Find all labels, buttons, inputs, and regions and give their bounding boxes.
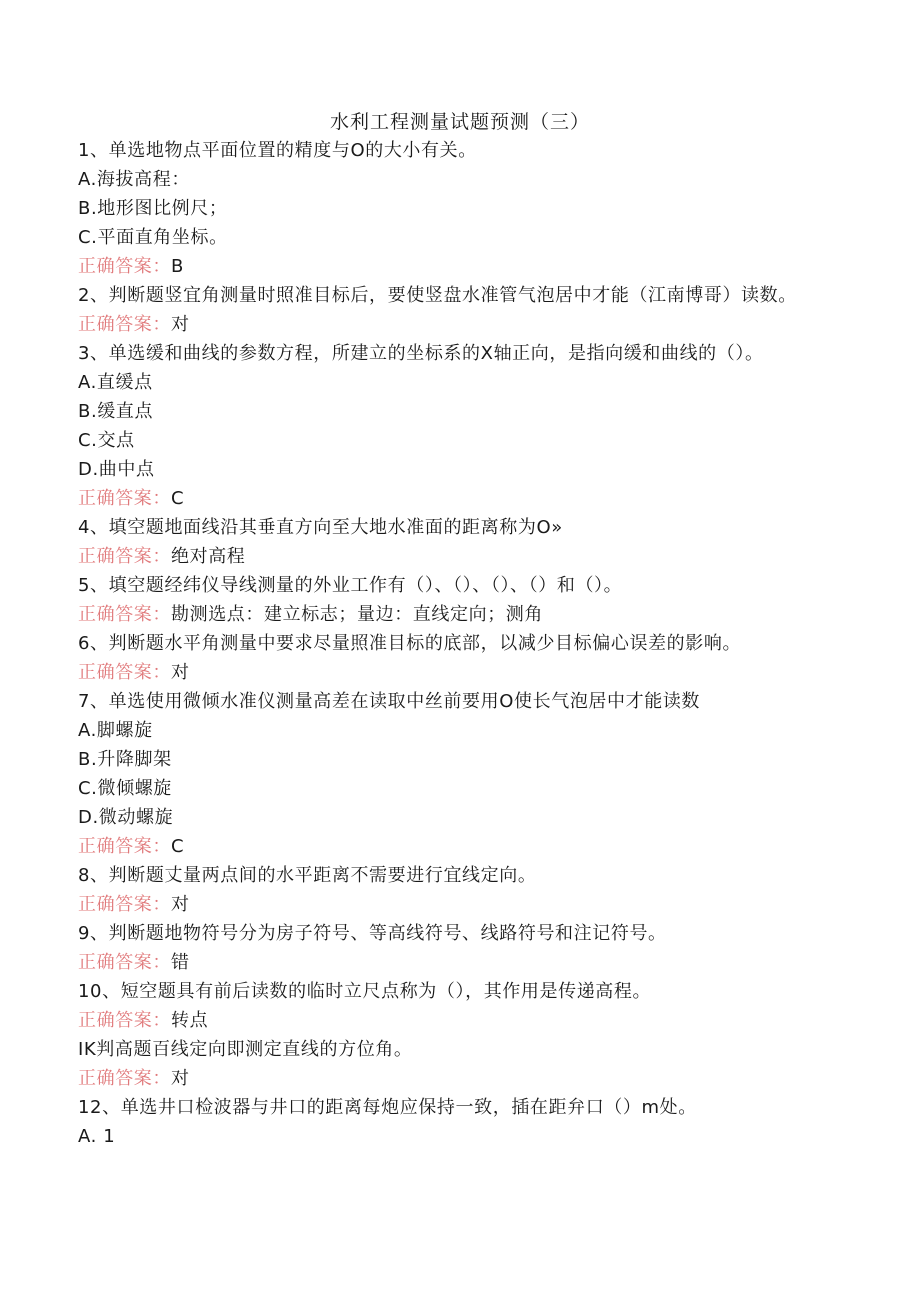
option-b: B.地形图比例尺； (78, 198, 228, 219)
answer-value: 转点 (171, 1010, 209, 1031)
answer-value: 错 (171, 952, 190, 973)
question-stem: 10、短空题具有前后读数的临时立尺点称为（），其作用是传递高程。 (78, 981, 652, 1002)
question-stem: 4、填空题地面线沿其垂直方向至大地水准面的距离称为O» (78, 517, 563, 538)
answer-row (78, 890, 838, 919)
answer-row (78, 252, 838, 281)
question-stem: IK判高题百线定向即测定直线的方位角。 (78, 1039, 413, 1060)
option-a: A. 1 (78, 1126, 116, 1147)
answer-label: 正确答案： (78, 546, 171, 567)
option-a: A.脚螺旋 (78, 720, 153, 741)
option-c: C.平面直角坐标。 (78, 227, 228, 248)
answer-value: C (171, 836, 185, 857)
answer-row (78, 948, 838, 977)
question-stem: 9、判断题地物符号分为房子符号、等高线符号、线路符号和注记符号。 (78, 923, 667, 944)
question-stem: 2、判断题竖宜角测量时照准目标后，要使竖盘水准管气泡居中才能（江南博哥）读数。 (78, 285, 797, 306)
question-stem: 5、填空题经纬仪导线测量的外业工作有（）、（）、（）、（）和（）。 (78, 575, 623, 596)
answer-row (78, 542, 838, 571)
answer-value: 对 (171, 894, 190, 915)
question-stem: 8、判断题丈量两点间的水平距离不需要进行宜线定向。 (78, 865, 537, 886)
answer-label: 正确答案： (78, 488, 171, 509)
answer-value: C (171, 488, 185, 509)
document-title: 水利工程测量试题预测（三） (329, 111, 590, 133)
answer-row (78, 658, 838, 687)
option-b: B.缓直点 (78, 401, 154, 422)
question-stem: 6、判断题水平角测量中要求尽量照准目标的底部，以减少目标偏心误差的影响。 (78, 633, 742, 654)
answer-row (78, 600, 838, 629)
answer-label: 正确答案： (78, 662, 171, 683)
answer-label: 正确答案： (78, 894, 171, 915)
answer-label: 正确答案： (78, 952, 171, 973)
answer-value: 对 (171, 1068, 190, 1089)
answer-label: 正确答案： (78, 1068, 171, 1089)
answer-row (78, 1006, 838, 1035)
answer-value: 对 (171, 314, 190, 335)
option-a: A.直缓点 (78, 372, 153, 393)
option-b: B.升降脚架 (78, 749, 172, 770)
answer-label: 正确答案： (78, 256, 171, 277)
question-stem: 12、单选井口检波器与井口的距离每炮应保持一致，插在距弁口（）m处。 (78, 1097, 697, 1118)
answer-label: 正确答案： (78, 314, 171, 335)
question-list (78, 136, 838, 1151)
option-a: A.海拔高程： (78, 169, 190, 190)
option-c: C.交点 (78, 430, 135, 451)
answer-row (78, 832, 838, 861)
answer-row (78, 310, 838, 339)
answer-row (78, 1064, 838, 1093)
question-stem: 1、单选地物点平面位置的精度与O的大小有关。 (78, 140, 477, 161)
answer-label: 正确答案： (78, 604, 171, 625)
answer-label: 正确答案： (78, 836, 171, 857)
answer-value: 对 (171, 662, 190, 683)
answer-value: 绝对高程 (171, 546, 246, 567)
question-stem: 3、单选缓和曲线的参数方程，所建立的坐标系的X轴正向，是指向缓和曲线的（）。 (78, 343, 764, 364)
answer-value: B (171, 256, 184, 277)
answer-row (78, 484, 838, 513)
option-d: D.曲中点 (78, 459, 155, 480)
option-d: D.微动螺旋 (78, 807, 174, 828)
answer-label: 正确答案： (78, 1010, 171, 1031)
answer-value: 勘测选点：建立标志；量边：直线定向；测角 (171, 604, 543, 625)
option-c: C.微倾螺旋 (78, 778, 172, 799)
question-stem: 7、单选使用微倾水准仪测量高差在读取中丝前要用O使长气泡居中才能读数 (78, 691, 701, 712)
